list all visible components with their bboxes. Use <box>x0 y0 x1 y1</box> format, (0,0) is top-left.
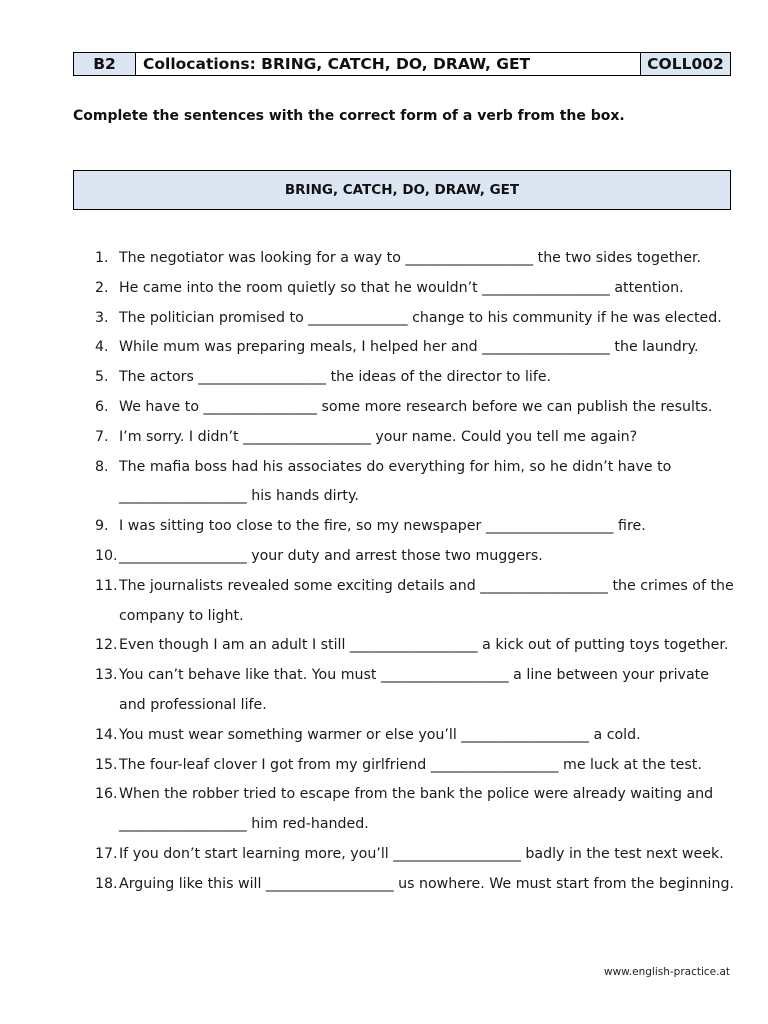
sentence-number: 17. <box>95 845 118 862</box>
sentence-item <box>95 244 735 274</box>
sentence-item <box>95 512 735 542</box>
sentence-text: You must wear something warmer or else you’ll __________________ a cold. <box>119 726 641 743</box>
worksheet-header <box>73 52 731 76</box>
sentence-item <box>95 423 735 453</box>
sentence-item <box>95 751 735 781</box>
sentence-text: While mum was preparing meals, I helped her and __________________ the laundry. <box>119 339 699 356</box>
instruction-text: Complete the sentences with the correct form of a verb from the box. <box>73 108 625 124</box>
sentence-number: 2. <box>95 279 109 296</box>
sentence-item <box>95 393 735 423</box>
sentence-text: I was sitting too close to the fire, so my newspaper __________________ fire. <box>119 518 646 535</box>
sentence-item <box>95 542 735 572</box>
sentence-number: 15. <box>95 756 118 773</box>
sentence-text: He came into the room quietly so that he wouldn’t __________________ attention. <box>119 279 684 296</box>
sentence-item <box>95 721 735 751</box>
sentence-text: The four-leaf clover I got from my girlfriend __________________ me luck at the test. <box>119 756 702 773</box>
sentence-item <box>95 661 735 721</box>
sentence-number: 1. <box>95 250 109 266</box>
sentence-number: 11. <box>95 577 118 594</box>
source-url: www.english-practice.at <box>603 966 730 978</box>
sentence-number: 7. <box>95 428 109 445</box>
sentence-text: The politician promised to ______________ change to his community if he was elected. <box>119 309 722 326</box>
sentence-number: 6. <box>95 398 109 415</box>
sentence-item <box>95 870 735 900</box>
verb-box: BRING, CATCH, DO, DRAW, GET <box>73 170 731 210</box>
sentence-text: If you don’t start learning more, you’ll __________________ badly in the test next week. <box>119 845 724 862</box>
sentence-item <box>95 453 735 513</box>
sentence-item <box>95 631 735 661</box>
sentence-text: You can’t behave like that. You must __________________ a line between your private and professional life. <box>119 667 709 713</box>
sentence-item <box>95 780 735 840</box>
sentence-number: 4. <box>95 339 109 356</box>
sentence-text: I’m sorry. I didn’t __________________ your name. Could you tell me again? <box>119 428 638 445</box>
worksheet-code: COLL002 <box>641 53 731 76</box>
sentence-item <box>95 333 735 363</box>
sentence-text: When the robber tried to escape from the bank the police were already waiting and __________________ him red-handed. <box>119 786 714 833</box>
sentence-item <box>95 572 735 632</box>
sentence-number: 9. <box>95 518 109 535</box>
sentence-text: Arguing like this will __________________ us nowhere. We must start from the beginning. <box>119 875 734 892</box>
sentence-text: Even though I am an adult I still __________________ a kick out of putting toys together. <box>119 637 729 654</box>
sentence-text: The journalists revealed some exciting details and __________________ the crimes of the company to light. <box>119 577 734 624</box>
sentence-number: 16. <box>95 786 118 803</box>
sentence-number: 10. <box>95 547 118 564</box>
level-label: B2 <box>74 53 136 76</box>
sentence-text: The negotiator was looking for a way to __________________ the two sides together. <box>119 250 702 266</box>
sentence-item <box>95 840 735 870</box>
sentence-text: __________________ your duty and arrest those two muggers. <box>119 547 543 564</box>
sentence-text: We have to ________________ some more research before we can publish the results. <box>119 398 713 415</box>
sentence-text: The mafia boss had his associates do everything for him, so he didn’t have to __________________ his hands dirty. <box>119 458 672 505</box>
sentence-item <box>95 274 735 304</box>
sentence-item <box>95 304 735 334</box>
sentence-text: The actors __________________ the ideas of the director to life. <box>119 369 552 386</box>
sentence-number: 14. <box>95 726 118 743</box>
sentence-list <box>95 244 735 900</box>
sentence-item <box>95 363 735 393</box>
sentence-number: 5. <box>95 369 109 386</box>
sentence-number: 8. <box>95 458 109 475</box>
sentence-number: 3. <box>95 309 109 326</box>
sentence-number: 12. <box>95 637 118 654</box>
sentence-number: 18. <box>95 875 118 892</box>
worksheet-title: Collocations: BRING, CATCH, DO, DRAW, GET <box>136 53 641 76</box>
sentence-number: 13. <box>95 667 118 684</box>
